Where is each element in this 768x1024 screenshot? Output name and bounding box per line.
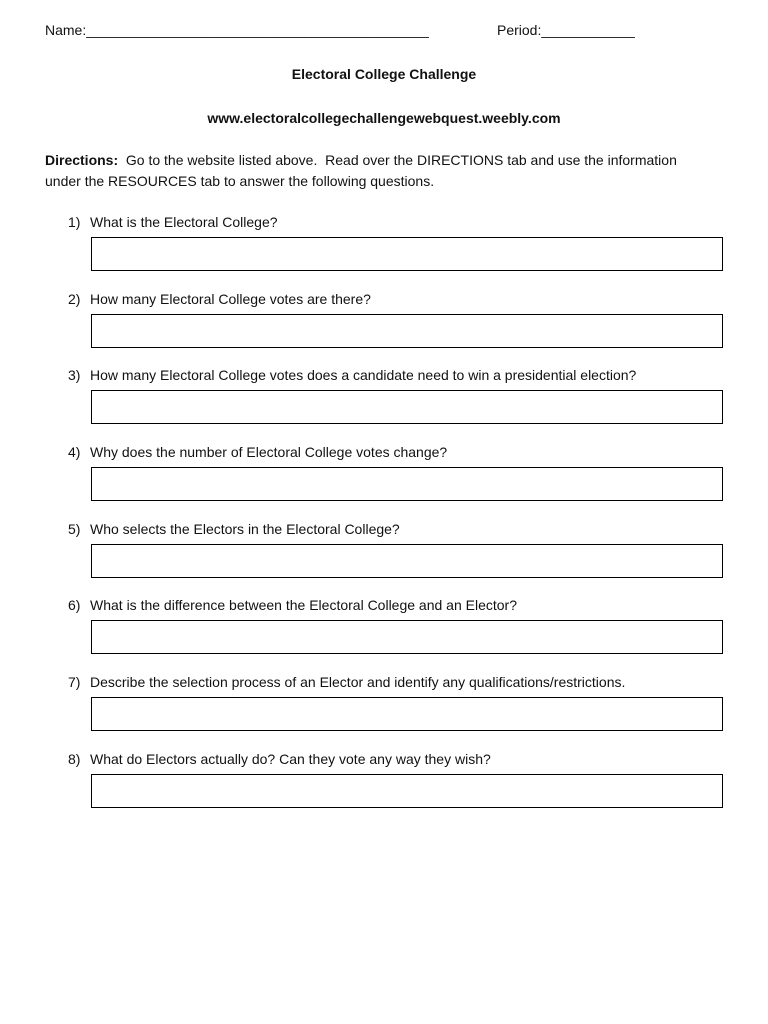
name-field[interactable]: Name:____________________________________________ xyxy=(45,22,429,38)
question-text: What do Electors actually do? Can they vote any way they wish? xyxy=(90,750,491,767)
question-8 xyxy=(0,751,768,828)
question-text: Who selects the Electors in the Electoral College? xyxy=(90,520,400,537)
answer-box-5[interactable] xyxy=(91,544,723,578)
question-number: 2) xyxy=(68,290,81,307)
question-text: Why does the number of Electoral College votes change? xyxy=(90,444,448,461)
answer-box-6[interactable] xyxy=(91,620,723,654)
question-5 xyxy=(0,521,768,598)
answer-box-3[interactable] xyxy=(91,390,723,424)
question-4 xyxy=(0,444,768,521)
question-number: 6) xyxy=(68,597,81,614)
question-text: What is the Electoral College? xyxy=(90,214,278,230)
worksheet-title: Electoral College Challenge xyxy=(291,66,477,82)
question-number: 5) xyxy=(68,520,81,537)
question-number: 7) xyxy=(68,674,81,691)
answer-box-1[interactable] xyxy=(91,237,723,271)
question-6 xyxy=(0,597,768,674)
question-number: 3) xyxy=(68,367,81,384)
question-number: 8) xyxy=(68,750,81,767)
directions-label: Directions: xyxy=(45,152,119,168)
header-row xyxy=(45,22,725,42)
answer-box-4[interactable] xyxy=(91,467,723,501)
question-number: 4) xyxy=(68,444,81,461)
question-7 xyxy=(0,674,768,751)
question-list xyxy=(0,214,768,828)
directions-paragraph xyxy=(45,150,685,192)
answer-box-8[interactable] xyxy=(91,774,723,808)
period-field[interactable]: Period:____________ xyxy=(497,22,635,38)
question-text: How many Electoral College votes does a candidate need to win a presidential election? xyxy=(90,367,637,384)
directions-text: Go to the website listed above. Read over the DIRECTIONS tab and use the information under the RESOURCES tab to answer the following questions. xyxy=(45,152,681,189)
question-1 xyxy=(0,214,768,291)
question-text: Describe the selection process of an Elector and identify any qualifications/restrictions. xyxy=(90,674,626,691)
question-3 xyxy=(0,367,768,444)
answer-box-2[interactable] xyxy=(91,314,723,348)
question-text: What is the difference between the Electoral College and an Elector? xyxy=(90,597,517,614)
website-url: www.electoralcollegechallengewebquest.weebly.com xyxy=(207,110,561,126)
answer-box-7[interactable] xyxy=(91,697,723,731)
question-2 xyxy=(0,291,768,368)
question-text: How many Electoral College votes are there? xyxy=(90,290,371,307)
question-number: 1) xyxy=(68,214,81,230)
